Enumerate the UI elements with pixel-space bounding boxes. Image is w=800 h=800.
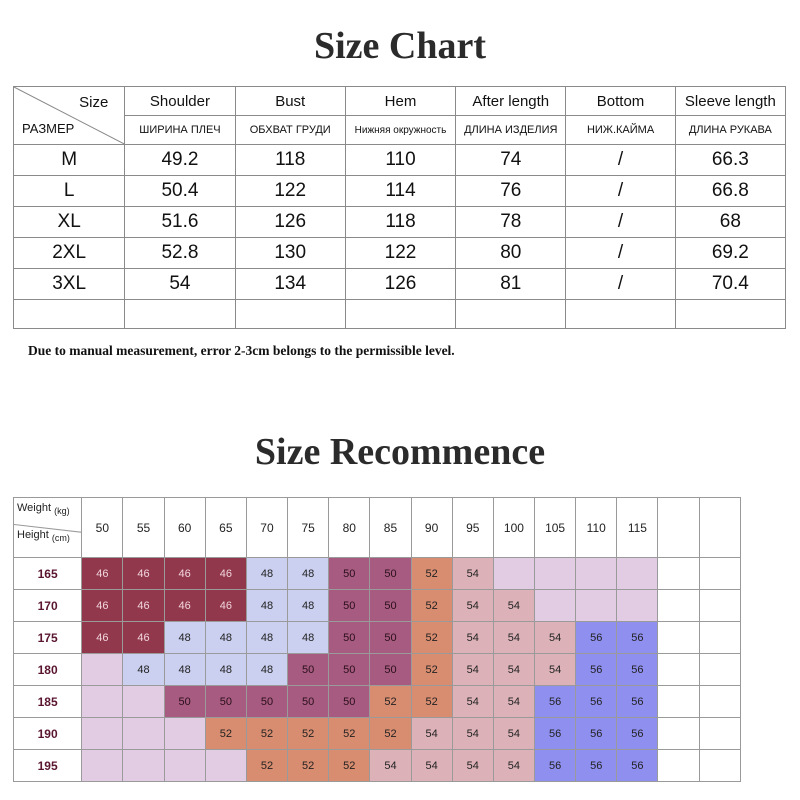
size-cell: 48 (205, 622, 246, 654)
size-cell: 46 (164, 590, 205, 622)
height-label-cell: 195 (14, 750, 82, 782)
table-cell: / (566, 269, 675, 300)
header-bottom: Bottom (566, 87, 675, 116)
size-cell: 54 (370, 750, 411, 782)
header-sleeve-length: Sleeve length (675, 87, 785, 116)
size-cell: 46 (82, 558, 123, 590)
weight-header-cell: 110 (576, 498, 617, 558)
table-cell: 50.4 (125, 176, 235, 207)
size-cell: 50 (246, 686, 287, 718)
size-cell: 46 (82, 622, 123, 654)
size-cell: 52 (329, 718, 370, 750)
size-cell: 54 (493, 750, 534, 782)
table-cell: 118 (235, 145, 345, 176)
size-header-corner (14, 87, 125, 145)
size-cell (617, 590, 658, 622)
size-cell: 56 (576, 686, 617, 718)
table-cell: 114 (345, 176, 455, 207)
table-row (14, 718, 741, 750)
weight-header-cell: 55 (123, 498, 164, 558)
header-hem: Hem (345, 87, 455, 116)
size-cell: 52 (246, 750, 287, 782)
size-cell: 56 (617, 750, 658, 782)
size-cell (82, 654, 123, 686)
size-cell (123, 718, 164, 750)
size-cell: 56 (535, 686, 576, 718)
size-cell (699, 718, 740, 750)
size-label-cell: L (14, 176, 125, 207)
size-cell: 52 (205, 718, 246, 750)
size-chart-table (13, 86, 786, 329)
size-cell: 56 (617, 654, 658, 686)
height-label-cell: 165 (14, 558, 82, 590)
size-cell: 52 (411, 654, 452, 686)
size-cell (576, 590, 617, 622)
size-cell: 50 (370, 622, 411, 654)
weight-label: Weight $_{(kg)}$ (17, 502, 70, 517)
table-cell: 110 (345, 145, 455, 176)
size-cell: 56 (576, 718, 617, 750)
header-ru-hem: Нижняя окружность (345, 116, 455, 145)
size-cell: 54 (493, 654, 534, 686)
weight-header-cell (699, 498, 740, 558)
size-cell (164, 750, 205, 782)
size-cell: 50 (329, 686, 370, 718)
size-cell (658, 750, 699, 782)
size-cell: 54 (411, 750, 452, 782)
table-row (14, 654, 741, 686)
size-cell: 48 (288, 590, 329, 622)
table-cell: 76 (456, 176, 566, 207)
size-cell (699, 558, 740, 590)
size-cell: 56 (535, 750, 576, 782)
corner-razmer-label: РАЗМЕР (22, 121, 75, 136)
weight-header-cell: 65 (205, 498, 246, 558)
table-cell: 130 (235, 238, 345, 269)
size-cell: 56 (617, 622, 658, 654)
size-cell (205, 750, 246, 782)
size-cell (576, 558, 617, 590)
size-cell: 54 (493, 590, 534, 622)
weight-header-cell: 115 (617, 498, 658, 558)
size-cell (493, 558, 534, 590)
size-cell: 54 (411, 718, 452, 750)
size-cell: 48 (246, 654, 287, 686)
weight-header-cell: 105 (535, 498, 576, 558)
size-cell: 52 (288, 750, 329, 782)
size-cell: 48 (246, 622, 287, 654)
size-cell: 54 (452, 654, 493, 686)
size-cell: 54 (452, 750, 493, 782)
size-cell: 52 (370, 686, 411, 718)
size-cell: 50 (370, 590, 411, 622)
table-cell: 69.2 (675, 238, 785, 269)
header-ru-shoulder: ШИРИНА ПЛЕЧ (125, 116, 235, 145)
table-cell: 52.8 (125, 238, 235, 269)
header-after-length: After length (456, 87, 566, 116)
size-recommend-table (13, 497, 741, 782)
size-cell: 50 (164, 686, 205, 718)
size-cell (699, 686, 740, 718)
size-cell: 50 (205, 686, 246, 718)
size-cell: 54 (535, 622, 576, 654)
size-cell (658, 718, 699, 750)
table-row-empty (14, 300, 786, 329)
table-cell: 80 (456, 238, 566, 269)
size-cell (658, 622, 699, 654)
size-cell: 48 (205, 654, 246, 686)
table-cell: 78 (456, 207, 566, 238)
size-cell: 46 (123, 622, 164, 654)
size-cell: 54 (493, 718, 534, 750)
size-cell (535, 590, 576, 622)
table-cell: 68 (675, 207, 785, 238)
size-cell (658, 558, 699, 590)
table-cell: 51.6 (125, 207, 235, 238)
size-cell: 54 (452, 558, 493, 590)
weight-header-cell: 85 (370, 498, 411, 558)
table-cell: 49.2 (125, 145, 235, 176)
table-cell: 70.4 (675, 269, 785, 300)
size-cell: 54 (535, 654, 576, 686)
size-cell: 56 (576, 654, 617, 686)
size-cell: 56 (617, 686, 658, 718)
weight-header-cell: 75 (288, 498, 329, 558)
size-cell (123, 686, 164, 718)
table-row (14, 590, 741, 622)
size-cell: 50 (288, 654, 329, 686)
size-label-cell: 2XL (14, 238, 125, 269)
weight-header-cell: 100 (493, 498, 534, 558)
size-cell: 54 (452, 718, 493, 750)
size-cell: 48 (123, 654, 164, 686)
size-cell: 56 (576, 622, 617, 654)
size-cell: 50 (329, 558, 370, 590)
height-label-cell: 185 (14, 686, 82, 718)
size-cell: 52 (370, 718, 411, 750)
size-cell: 48 (164, 622, 205, 654)
header-shoulder: Shoulder (125, 87, 235, 116)
size-cell: 54 (452, 590, 493, 622)
size-cell: 56 (576, 750, 617, 782)
weight-header-cell (658, 498, 699, 558)
header-ru-length: ДЛИНА ИЗДЕЛИЯ (456, 116, 566, 145)
size-cell: 48 (288, 558, 329, 590)
table-cell: 122 (235, 176, 345, 207)
weight-header-cell: 70 (246, 498, 287, 558)
size-cell: 46 (164, 558, 205, 590)
size-cell: 50 (370, 654, 411, 686)
table-row (14, 686, 741, 718)
size-cell: 52 (411, 590, 452, 622)
table-row (14, 750, 741, 782)
table-row (14, 558, 741, 590)
height-label-cell: 190 (14, 718, 82, 750)
size-cell (123, 750, 164, 782)
size-cell: 56 (535, 718, 576, 750)
header-ru-bottom: НИЖ.КАЙМА (566, 116, 675, 145)
table-row (14, 176, 786, 207)
table-cell: 126 (235, 207, 345, 238)
size-cell: 50 (329, 590, 370, 622)
table-cell: 126 (345, 269, 455, 300)
table-cell: / (566, 176, 675, 207)
table-row (14, 145, 786, 176)
height-label-cell: 175 (14, 622, 82, 654)
size-cell (535, 558, 576, 590)
size-cell: 52 (288, 718, 329, 750)
size-label-cell: M (14, 145, 125, 176)
table-cell: 66.8 (675, 176, 785, 207)
size-cell: 46 (123, 558, 164, 590)
size-cell: 52 (246, 718, 287, 750)
table-cell: 122 (345, 238, 455, 269)
weight-header-cell: 90 (411, 498, 452, 558)
size-label-cell: XL (14, 207, 125, 238)
size-cell (658, 590, 699, 622)
size-cell: 48 (288, 622, 329, 654)
header-ru-sleeve: ДЛИНА РУКАВА (675, 116, 785, 145)
table-cell: / (566, 238, 675, 269)
weight-header-cell: 50 (82, 498, 123, 558)
size-cell: 52 (411, 686, 452, 718)
header-bust: Bust (235, 87, 345, 116)
size-cell (699, 750, 740, 782)
table-row (14, 207, 786, 238)
size-cell: 48 (246, 558, 287, 590)
size-cell (617, 558, 658, 590)
height-label: Height $_{(cm)}$ (17, 528, 70, 543)
table-row (14, 269, 786, 300)
size-cell (699, 622, 740, 654)
size-cell: 46 (82, 590, 123, 622)
table-cell: / (566, 207, 675, 238)
table-cell: 134 (235, 269, 345, 300)
size-cell (699, 590, 740, 622)
size-recommend-title: Size Recommence (254, 431, 546, 473)
size-cell: 52 (411, 622, 452, 654)
size-cell (699, 654, 740, 686)
size-chart-title: Size Chart (313, 25, 487, 67)
weight-header-cell: 95 (452, 498, 493, 558)
weight-height-corner (14, 498, 82, 558)
height-label-cell: 180 (14, 654, 82, 686)
table-cell: 81 (456, 269, 566, 300)
size-cell: 52 (411, 558, 452, 590)
size-cell (82, 686, 123, 718)
table-cell: 74 (456, 145, 566, 176)
size-cell: 50 (288, 686, 329, 718)
table-row (14, 238, 786, 269)
table-cell: 66.3 (675, 145, 785, 176)
table-cell: 118 (345, 207, 455, 238)
size-cell: 48 (164, 654, 205, 686)
size-cell (164, 718, 205, 750)
weight-header-cell: 80 (329, 498, 370, 558)
size-cell (82, 750, 123, 782)
size-cell: 46 (123, 590, 164, 622)
size-cell: 50 (329, 622, 370, 654)
size-cell: 46 (205, 558, 246, 590)
size-label-cell: 3XL (14, 269, 125, 300)
table-row (14, 622, 741, 654)
size-cell: 52 (329, 750, 370, 782)
corner-size-label: Size (79, 94, 109, 111)
size-cell: 46 (205, 590, 246, 622)
header-ru-bust: ОБХВАТ ГРУДИ (235, 116, 345, 145)
size-cell (82, 718, 123, 750)
size-cell (658, 686, 699, 718)
table-cell: 54 (125, 269, 235, 300)
size-cell: 54 (452, 622, 493, 654)
size-cell: 56 (617, 718, 658, 750)
size-cell: 54 (493, 622, 534, 654)
size-cell (658, 654, 699, 686)
table-cell: / (566, 145, 675, 176)
measurement-note: Due to manual measurement, error 2-3cm belongs to the permissible level. (28, 343, 455, 358)
size-cell: 48 (246, 590, 287, 622)
height-label-cell: 170 (14, 590, 82, 622)
size-cell: 50 (370, 558, 411, 590)
size-cell: 54 (452, 686, 493, 718)
size-cell: 50 (329, 654, 370, 686)
size-cell: 54 (493, 686, 534, 718)
weight-header-cell: 60 (164, 498, 205, 558)
